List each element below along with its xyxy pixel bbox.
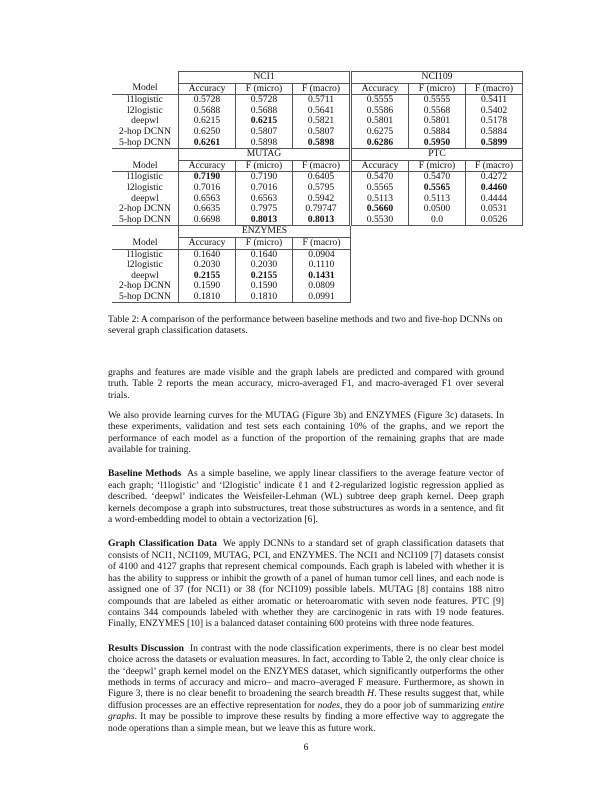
- metric-header: F (macro): [293, 83, 351, 95]
- model-header: Model: [112, 237, 179, 249]
- metric-value: 0.5801: [409, 116, 466, 127]
- metric-value: 0.5411: [466, 95, 523, 106]
- metric-value: 0.5470: [409, 172, 466, 183]
- metric-value: 0.5821: [293, 116, 351, 127]
- metric-value: 0.2155: [179, 271, 236, 282]
- model-name: 5-hop DCNN: [112, 215, 179, 226]
- metric-header: F (micro): [236, 83, 293, 95]
- metric-value: 0.0500: [409, 204, 466, 215]
- metric-value: 0.5402: [466, 106, 523, 117]
- metric-value: 0.5807: [293, 127, 351, 138]
- metric-value: 0.6261: [179, 138, 236, 149]
- metric-value: 0.5898: [236, 138, 293, 149]
- table-caption: Table 2: A comparison of the performance between baseline methods and two and five-hop DCNNs on several graph classification datasets.: [108, 314, 503, 336]
- metric-value: 0.1810: [236, 292, 293, 303]
- metric-value: 0.6563: [236, 194, 293, 205]
- metric-value: 0.1640: [179, 249, 236, 260]
- metric-value: 0.1810: [179, 292, 236, 303]
- metric-value: 0.5807: [236, 127, 293, 138]
- metric-value: 0.5884: [409, 127, 466, 138]
- table-row: [112, 183, 523, 194]
- paragraph-heading: Results Discussion: [108, 642, 184, 654]
- model-name: 5-hop DCNN: [112, 292, 179, 303]
- paragraph-text: We apply DCNNs to a standard set of graph classification datasets that consists of NCI1, NCI109, MUTAG, PCI, and ENZYMES. The NCI1 and NCI109 [7] datasets consist of 4100 and 4127 graphs that represent chemical compounds. Each graph is labeled with whether it is has the ability to suppress or inhibit the growth of a panel of human tumor cell lines, and each node is assigned one of 37 (for NCI1) or 38 (for NCI109) possible labels. MUTAG [8] contains 188 nitro compounds that are labeled as either aromatic or heteroaromatic with seven node features. PTC [9] contains 344 compounds labeled with whether they are carcinogenic in rats with 19 node features. Finally, ENZYMES [10] is a balanced dataset containing 600 proteins with three node features.: [108, 538, 504, 630]
- emphasized-text: H: [367, 688, 375, 700]
- dataset-name: NCI1: [179, 72, 351, 84]
- metric-value: 0.7016: [179, 183, 236, 194]
- metric-value: 0.6250: [179, 127, 236, 138]
- paragraph: [108, 468, 504, 525]
- metric-value: 0.5899: [466, 138, 523, 149]
- dataset-header-row: [112, 149, 523, 161]
- metric-value: 0.5568: [409, 106, 466, 117]
- metric-value: 0.5688: [236, 106, 293, 117]
- metric-header: Accuracy: [179, 160, 236, 172]
- model-name: 5-hop DCNN: [112, 138, 179, 149]
- metric-value: 0.4272: [466, 172, 523, 183]
- paragraph-heading: Baseline Methods: [108, 468, 182, 480]
- paragraph: [108, 643, 504, 734]
- metric-header: F (macro): [466, 160, 523, 172]
- paragraph: [108, 367, 504, 401]
- metric-header: F (micro): [409, 160, 466, 172]
- metric-header-row: [112, 160, 523, 172]
- metric-value: 0.5688: [179, 106, 236, 117]
- dataset-name: ENZYMES: [179, 226, 351, 238]
- metric-value: 0.1110: [293, 260, 351, 271]
- dataset-name: NCI109: [351, 72, 523, 84]
- page-number: 6: [303, 742, 309, 753]
- metric-value: 0.1590: [236, 281, 293, 292]
- model-name: deepwl: [131, 115, 159, 127]
- table-row: [112, 215, 523, 226]
- metric-header: F (macro): [293, 160, 351, 172]
- blank-cell: [112, 149, 179, 161]
- metric-value: 0.5942: [293, 194, 351, 205]
- metric-value: 0.7190: [179, 172, 236, 183]
- metric-header: F (macro): [466, 83, 523, 95]
- metric-value: 0.4444: [466, 194, 523, 205]
- metric-value: 0.5728: [236, 95, 293, 106]
- model-name: deepwl: [131, 269, 159, 281]
- metric-value: 0.5586: [351, 106, 409, 117]
- table-row: [112, 138, 523, 149]
- metric-header: F (macro): [293, 237, 351, 249]
- table-row: [112, 292, 523, 303]
- metric-value: 0.4460: [466, 183, 523, 194]
- metric-value: 0.7975: [236, 204, 293, 215]
- metric-value: 0.0991: [293, 292, 351, 303]
- metric-value: 0.2155: [236, 271, 293, 282]
- metric-header-row: [112, 83, 523, 95]
- metric-value: 0.1640: [236, 249, 293, 260]
- model-name: deepwl: [131, 192, 159, 204]
- metric-header: Accuracy: [179, 83, 236, 95]
- emphasized-text: entire graphs: [108, 699, 504, 723]
- metric-value: 0.6635: [179, 204, 236, 215]
- metric-value: 0.0904: [293, 249, 351, 260]
- metric-value: 0.0: [409, 215, 466, 226]
- model-name: 2-hop DCNN: [119, 203, 171, 215]
- paragraph-text: As a simple baseline, we apply linear classifiers to the average feature vector of each graph; ‘l1logistic’ and ‘l2logistic’ indicate ℓ1 and ℓ2-regularized logistic regression applied as described. ‘deepwl’ indicates the Weisfeiler-Lehman (WL) subtree deep graph kernel. Deep graph kernels decompose a graph into substructures, treat those substructures as words in a sentence, and fit a word-embedding model to obtain a vectorization [6].: [108, 468, 504, 526]
- metric-value: 0.5470: [351, 172, 409, 183]
- emphasized-text: nodes: [317, 699, 340, 711]
- metric-value: 0.1590: [179, 281, 236, 292]
- blank-cell: [112, 72, 179, 84]
- paragraph-text: , they do a poor job of summarizing: [339, 699, 482, 711]
- metric-value: 0.5728: [179, 95, 236, 106]
- metric-value: 0.6215: [179, 116, 236, 127]
- model-name: l1logistic: [127, 94, 163, 106]
- metric-value: 0.5530: [351, 215, 409, 226]
- metric-value: 0.0526: [466, 215, 523, 226]
- metric-header: F (micro): [409, 83, 466, 95]
- metric-value: 0.6563: [179, 194, 236, 205]
- model-name: l1logistic: [127, 248, 163, 260]
- dataset-header-row: [112, 72, 523, 84]
- metric-value: 0.79747: [293, 204, 351, 215]
- metric-value: 0.5641: [293, 106, 351, 117]
- paragraph-heading: Graph Classification Data: [108, 538, 217, 550]
- model-name: l2logistic: [127, 104, 163, 116]
- model-name: 2-hop DCNN: [119, 125, 171, 137]
- metric-header-row: [112, 237, 523, 249]
- metric-value: 0.6698: [179, 215, 236, 226]
- metric-value: 0.2030: [236, 260, 293, 271]
- dataset-name: MUTAG: [179, 149, 351, 161]
- metric-value: 0.6275: [351, 127, 409, 138]
- metric-value: 0.5555: [351, 95, 409, 106]
- paragraph: [108, 410, 504, 456]
- metric-value: 0.5884: [466, 127, 523, 138]
- metric-value: 0.8013: [236, 215, 293, 226]
- model-name: l2logistic: [127, 181, 163, 193]
- metric-header: Accuracy: [351, 160, 409, 172]
- metric-value: 0.5801: [351, 116, 409, 127]
- metric-value: 0.8013: [293, 215, 351, 226]
- paragraph: [108, 538, 504, 629]
- metric-value: 0.5565: [351, 183, 409, 194]
- dataset-name: PTC: [351, 149, 523, 161]
- results-table: [112, 71, 523, 303]
- body-text: [108, 367, 504, 743]
- model-name: 2-hop DCNN: [119, 280, 171, 292]
- metric-value: 0.5565: [409, 183, 466, 194]
- paragraph-text: In contrast with the node classification experiments, there is no clear best model choice across the datasets or evaluation measures. In fact, according to Table 2, the only clear choice is the ‘deepwl’ graph kernel model on the ENZYMES dataset, which significantly outperforms the other methods in terms of accuracy and micro– and macro–averaged F measure. Furthermore, as shown in Figure 3, there is no clear benefit to broadening the search breadth: [108, 642, 505, 700]
- model-name: l2logistic: [127, 259, 163, 271]
- metric-value: 0.7016: [236, 183, 293, 194]
- metric-value: 0.0531: [466, 204, 523, 215]
- metric-value: 0.6286: [351, 138, 409, 149]
- model-header: Model: [112, 83, 179, 95]
- metric-header: F (micro): [236, 160, 293, 172]
- paragraph-text: . These results suggest that, while diffusion processes are an effective representation for: [108, 688, 504, 711]
- metric-value: 0.5795: [293, 183, 351, 194]
- model-name: l1logistic: [127, 171, 163, 183]
- dataset-header-row: [112, 226, 523, 238]
- metric-header: Accuracy: [179, 237, 236, 249]
- model-header: Model: [112, 160, 179, 172]
- metric-value: 0.5178: [466, 116, 523, 127]
- paragraph-text: . It may be possible to improve these results by finding a more effective way to aggregate the node operations than a simple mean, but we leave this as future work.: [108, 711, 504, 734]
- metric-value: 0.5113: [351, 194, 409, 205]
- metric-value: 0.6405: [293, 172, 351, 183]
- metric-value: 0.5660: [351, 204, 409, 215]
- paragraph-text: graphs and features are made visible and the graph labels are predicted and compared with ground truth. Table 2 reports the mean accuracy, micro-averaged F1, and macro-averaged F1 over several trials.: [108, 367, 504, 401]
- metric-value: 0.5555: [409, 95, 466, 106]
- metric-header: Accuracy: [351, 83, 409, 95]
- metric-header: F (micro): [236, 237, 293, 249]
- metric-value: 0.0809: [293, 281, 351, 292]
- metric-value: 0.5898: [293, 138, 351, 149]
- metric-value: 0.1431: [293, 271, 351, 282]
- metric-value: 0.2030: [179, 260, 236, 271]
- results-table-container: [112, 71, 523, 303]
- metric-value: 0.6215: [236, 116, 293, 127]
- blank-cell: [112, 226, 179, 238]
- paragraph-text: We also provide learning curves for the MUTAG (Figure 3b) and ENZYMES (Figure 3c) datasets. In these experiments, validation and test sets each containing 10% of the graphs, and we report the performance of each model as a function of the proportion of the remaining graphs that are made available for training.: [108, 409, 504, 456]
- metric-value: 0.5711: [293, 95, 351, 106]
- metric-value: 0.7190: [236, 172, 293, 183]
- table-row: [112, 127, 523, 138]
- metric-value: 0.5113: [409, 194, 466, 205]
- metric-value: 0.5950: [409, 138, 466, 149]
